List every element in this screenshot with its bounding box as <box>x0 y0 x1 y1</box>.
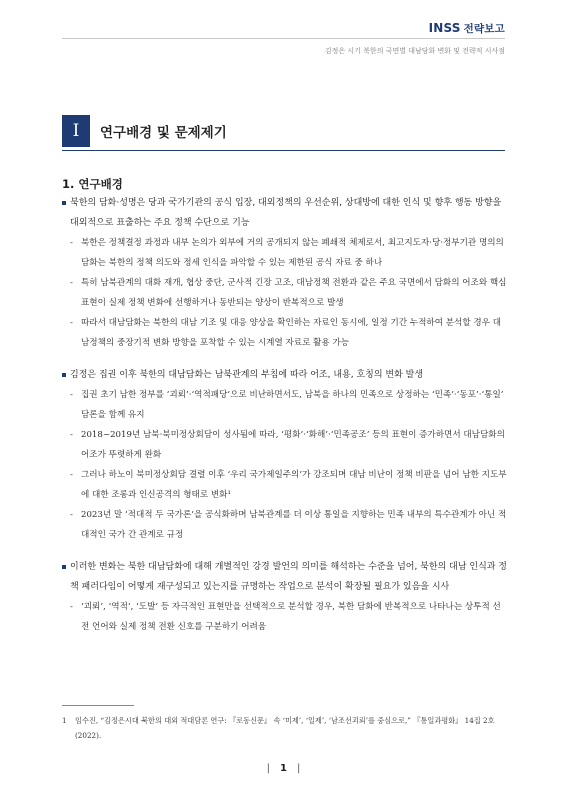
dash-item <box>62 273 508 313</box>
bullet-text: 이러한 변화는 북한 대남담화에 대해 개별적인 강경 발언의 의미를 해석하는 수준을 넘어, 북한의 대남 인식과 정책 패러다임이 어떻게 재구성되고 있는지를 규명하는 작업으로 분석이 확장될 필요가 있음을 시사 <box>70 562 508 592</box>
section-heading <box>62 115 505 147</box>
subsection-title: 1. 연구배경 <box>62 177 123 191</box>
paragraph-group <box>62 365 508 545</box>
section-divider <box>62 150 505 151</box>
paragraph-group <box>62 557 508 637</box>
dash-icon: - <box>70 470 73 480</box>
bullet-item <box>62 365 508 385</box>
square-bullet-icon <box>62 373 66 377</box>
dash-text: 집권 초기 남한 정부를 ‘괴뢰’·‘역적패당’으로 비난하면서도, 남북을 하나의 민족으로 상정하는 ‘민족’·‘동포’·‘통일’ 담론을 함께 유지 <box>81 390 504 420</box>
dash-item <box>62 385 508 425</box>
dash-icon: - <box>70 510 73 520</box>
dash-text: 북한은 정책결정 과정과 내부 논의가 외부에 거의 공개되지 않는 폐쇄적 체제로서, 최고지도자·당·정부기관 명의의 담화는 북한의 정책 의도와 정세 인식을 파악할 수 있는 제한된 공식 자료 중 하나 <box>81 238 504 268</box>
dash-icon: - <box>70 602 73 612</box>
brand-main: INSS <box>428 21 461 35</box>
dash-text: 그러나 하노이 북미정상회담 결렬 이후 ‘우리 국가제일주의’가 강조되며 대남 비난이 정책 비판을 넘어 남한 지도부에 대한 조롱과 인신공격의 형태로 변화¹ <box>81 470 507 500</box>
bullet-text: 김정은 집권 이후 북한의 대남담화는 남북관계의 부침에 따라 어조, 내용, 호칭의 변화 발생 <box>70 370 424 380</box>
header-brand <box>429 21 505 36</box>
footnote-divider <box>62 705 134 706</box>
dash-item <box>62 313 508 353</box>
dash-item <box>62 597 508 637</box>
header-divider <box>62 38 505 39</box>
header-subtitle: 김정은 시기 북한의 국면별 대남담화 변화 및 전략적 시사점 <box>324 47 505 55</box>
dash-icon: - <box>70 390 73 400</box>
dash-icon: - <box>70 318 73 328</box>
body-text <box>62 193 508 649</box>
page-right-bar: | <box>296 763 301 774</box>
footnote <box>62 713 508 743</box>
brand-sub: 전략보고 <box>463 23 505 35</box>
square-bullet-icon <box>62 201 66 205</box>
dash-item <box>62 425 508 465</box>
bullet-text: 북한의 담화·성명은 당과 국가기관의 공식 입장, 대외정책의 우선순위, 상대방에 대한 인식 및 향후 행동 방향을 대외적으로 표출하는 주요 정책 수단으로 기능 <box>70 198 502 228</box>
dash-icon: - <box>70 238 73 248</box>
dash-icon: - <box>70 278 73 288</box>
section-title: 연구배경 및 문제제기 <box>100 125 227 141</box>
dash-item <box>62 505 508 545</box>
page-number: 1 <box>280 763 287 774</box>
page-number-area <box>0 763 567 774</box>
square-bullet-icon <box>62 565 66 569</box>
section-number: I <box>62 115 90 147</box>
dash-item <box>62 465 508 505</box>
footnote-number: 1 <box>62 716 67 725</box>
dash-text: 2018~2019년 남북·북미정상회담이 성사됨에 따라, ‘평화’·‘화해’·‘민족공조’ 등의 표현이 증가하면서 대남담화의 어조가 뚜렷하게 완화 <box>81 430 505 460</box>
bullet-item <box>62 193 508 233</box>
dash-text: 2023년 말 ‘적대적 두 국가론’을 공식화하며 남북관계를 더 이상 통일을 지향하는 민족 내부의 특수관계가 아닌 적대적인 국가 간 관계로 규정 <box>81 510 507 540</box>
bullet-item <box>62 557 508 597</box>
paragraph-group <box>62 193 508 353</box>
dash-text: 특히 남북관계의 대화 재개, 협상 중단, 군사적 긴장 고조, 대남정책 전환과 같은 주요 국면에서 담화의 어조와 핵심 표현이 실제 정책 변화에 선행하거나 동반되는 양상이 반복적으로 발생 <box>81 278 507 308</box>
footnote-text: 임수진, “김정은시대 북한의 대외 적대담론 연구: 『로동신문』 속 ‘미제’, ‘일제’, ‘남조선괴뢰’를 중심으로,” 『통일과평화』 14집 2호 (2022). <box>75 716 495 740</box>
dash-text: ‘괴뢰’, ‘역적’, ‘도발’ 등 자극적인 표현만을 선택적으로 분석할 경우, 북한 담화에 반복적으로 나타나는 상투적 선전 언어와 실제 정책 전환 신호를 구분하기 어려움 <box>81 602 501 632</box>
dash-item <box>62 233 508 273</box>
dash-icon: - <box>70 430 73 440</box>
dash-text: 따라서 대남담화는 북한의 대남 기조 및 대응 양상을 확인하는 자료인 동시에, 일정 기간 누적하여 분석할 경우 대남정책의 중장기적 변화 방향을 포착할 수 있는 시계열 자료로 활용 가능 <box>81 318 502 348</box>
page-left-bar: | <box>266 763 271 774</box>
